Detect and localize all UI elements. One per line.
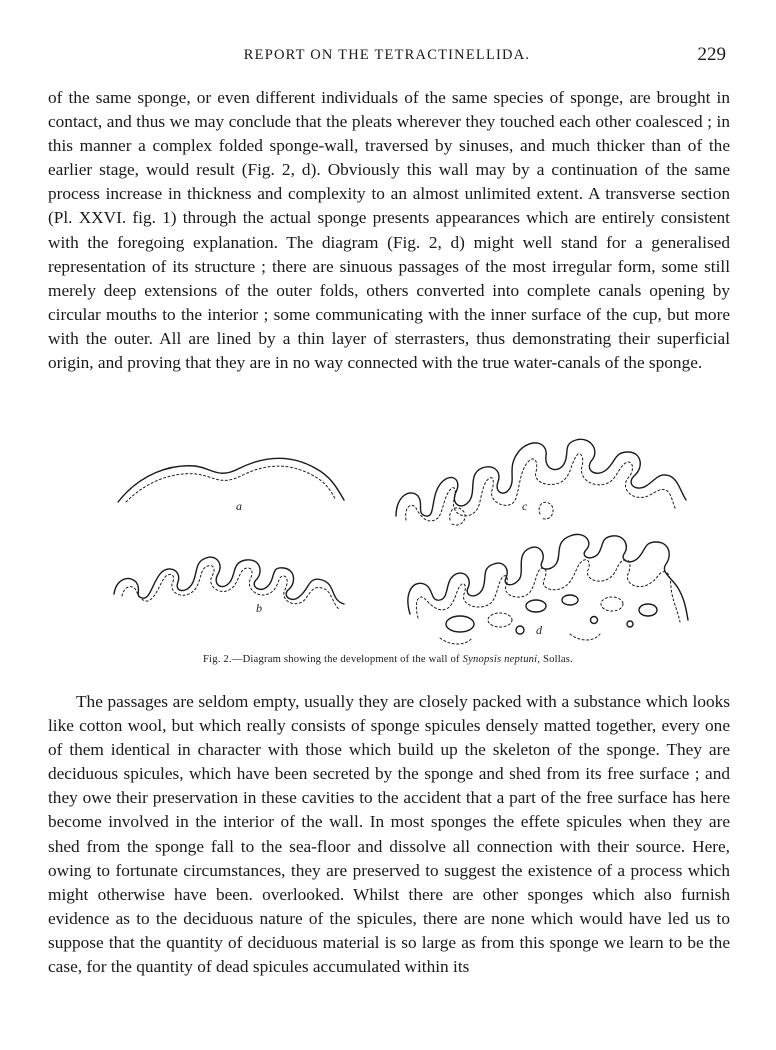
body-paragraph-1: of the same sponge, or even different individuals of the same species of sponge, are brought in contact, and thus we may conclude that the pleats wherever they touched each other coalesced ; in this manner a complex folded sponge-wall, traversed by sinuses, and much thicker than of the earlier stage, would result (Fig. 2, d). Obviously this wall may by a continuation of the same process increase in thickness and complexity to an almost unlimited extent. A transverse section (Pl. XXVI. fig. 1) through the actual sponge presents appearances which are entirely consistent with the foregoing explanation. The diagram (Fig. 2, d) might well stand for a generalised representation of its structure ; there are sinuous passages of the most irregular form, some still merely deep extensions of the outer folds, others converted into complete canals opening by circular mouths to the interior ; some communicating with the inner surface of the cup, but more with the outer. All are lined by a thin layer of sterrasters, thus demonstrating their superficial origin, and proving that they are in no way connected with the true water-canals of the sponge. <box>48 88 730 373</box>
figure-caption <box>0 654 776 665</box>
diagram-a <box>118 458 344 502</box>
caption-suffix: , Sollas. <box>537 654 573 665</box>
diagram-d <box>408 534 688 644</box>
label-b: b <box>256 601 262 615</box>
page-header <box>48 44 726 68</box>
diagram-b <box>114 557 344 610</box>
diagram-c <box>396 439 686 525</box>
caption-species: Synopsis neptuni <box>462 654 538 665</box>
label-a: a <box>236 499 242 513</box>
caption-prefix: Fig. 2.—Diagram showing the development of the wall of <box>203 654 463 665</box>
label-d: d <box>536 623 542 637</box>
figure-2-diagram <box>100 424 700 654</box>
page-number: 229 <box>697 44 726 65</box>
body-paragraph-2: The passages are seldom empty, usually they are closely packed with a substance which looks like cotton wool, but which really consists of sponge spicules densely matted together, every one of them identical in character with those which build up the skeleton of the sponge. They are deciduous spicules, which have been secreted by the sponge and shed from its free surface ; and they owe their preservation in these cavities to the accident that a part of the free surface has here become involved in the interior of the wall. In most sponges the effete spicules when they are shed from the sponge fall to the sea-floor and dissolve all connection with their source. Here, owing to fortunate circumstances, they are preserved to suggest the existence of a process which might otherwise have been. overlooked. Whilst there are other sponges which also furnish evidence as to the deciduous nature of the spicules, there are none which would have led us to suppose that the quantity of deciduous material is so large as from this sponge we learn to be the case, for the quantity of dead spicules accumulated within its <box>48 692 730 977</box>
wall-development-diagram <box>100 424 700 654</box>
label-c: c <box>522 499 528 513</box>
running-title: REPORT ON THE TETRACTINELLIDA. <box>243 47 531 63</box>
